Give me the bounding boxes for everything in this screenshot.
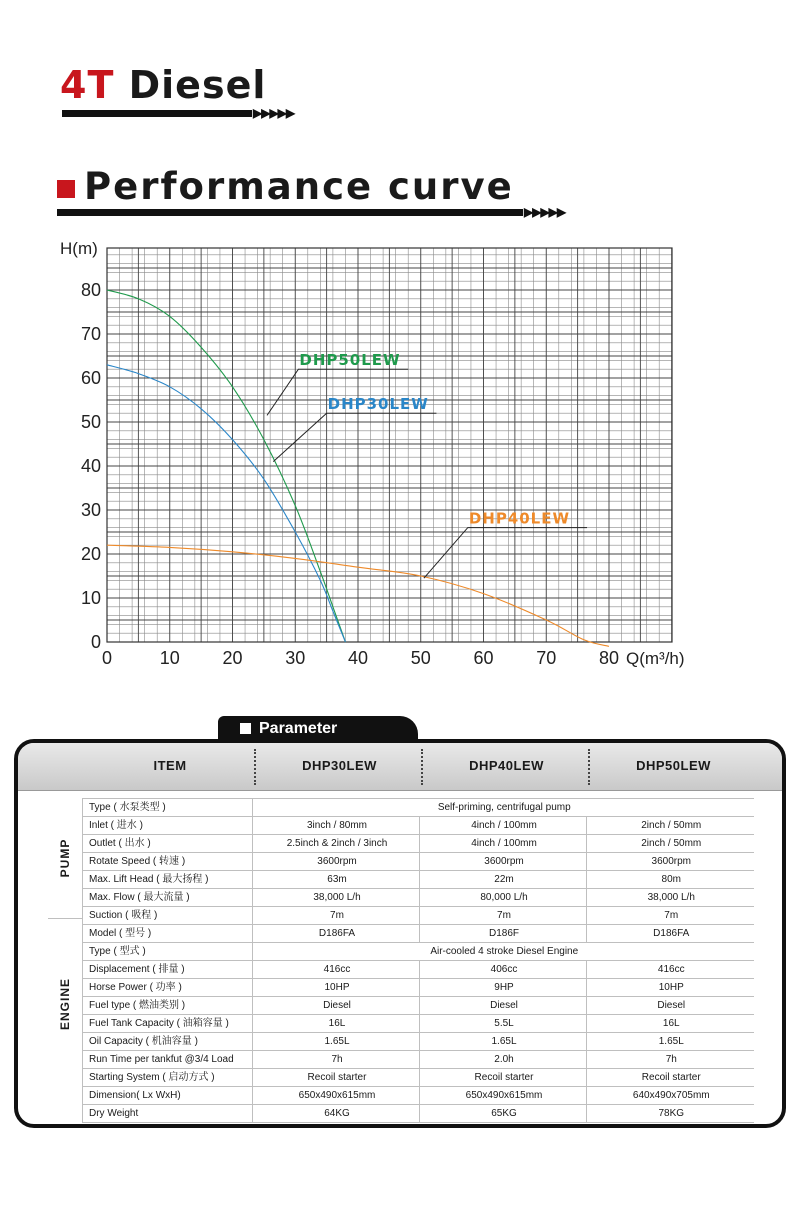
table-row bbox=[83, 835, 754, 853]
y-tick-label: 30 bbox=[80, 500, 101, 520]
row-value: Diesel bbox=[587, 997, 754, 1015]
row-item-label: Inlet ( 进水 ) bbox=[83, 817, 253, 835]
row-value: 3inch / 80mm bbox=[253, 817, 420, 835]
table-row bbox=[83, 1015, 754, 1033]
table-row bbox=[83, 1051, 754, 1069]
row-item-label: Oil Capacity ( 机油容量 ) bbox=[83, 1033, 253, 1051]
group-label-pump: PUMP bbox=[58, 838, 72, 878]
row-value: 2inch / 50mm bbox=[587, 817, 754, 835]
row-value: 7m bbox=[420, 907, 587, 925]
callout-leader-dhp30lew bbox=[273, 413, 436, 461]
brand-title-main: Diesel bbox=[128, 63, 267, 107]
table-row bbox=[83, 997, 754, 1015]
row-value: D186FA bbox=[587, 925, 754, 943]
table-row bbox=[83, 889, 754, 907]
row-value: 3600rpm bbox=[253, 853, 420, 871]
row-value: Recoil starter bbox=[587, 1069, 754, 1087]
row-value: 416cc bbox=[587, 961, 754, 979]
brand-arrows-icon: ▶▶▶▶▶ bbox=[253, 106, 295, 120]
y-tick-label: 10 bbox=[80, 588, 101, 608]
row-value: 10HP bbox=[253, 979, 420, 997]
table-row bbox=[83, 871, 754, 889]
section-arrows-icon: ▶▶▶▶▶ bbox=[524, 205, 566, 219]
row-value: 2.5inch & 2inch / 3inch bbox=[253, 835, 420, 853]
row-value-shared: Air-cooled 4 stroke Diesel Engine bbox=[253, 943, 754, 961]
callout-leader-dhp40lew bbox=[424, 528, 587, 579]
y-tick-label: 0 bbox=[90, 632, 101, 652]
brand-title-underline bbox=[62, 110, 252, 117]
table-row bbox=[83, 1087, 754, 1105]
row-value: 7m bbox=[253, 907, 420, 925]
table-row bbox=[83, 853, 754, 871]
column-header-dhp30lew: DHP30LEW bbox=[302, 758, 377, 773]
row-item-label: Type ( 型式 ) bbox=[83, 943, 253, 961]
row-item-label: Outlet ( 出水 ) bbox=[83, 835, 253, 853]
row-value: 3600rpm bbox=[420, 853, 587, 871]
y-axis-label: H(m) bbox=[60, 239, 98, 258]
row-item-label: Dry Weight bbox=[83, 1105, 253, 1123]
table-row bbox=[83, 1033, 754, 1051]
table-row bbox=[83, 961, 754, 979]
row-value: 416cc bbox=[253, 961, 420, 979]
row-item-label: Rotate Speed ( 转速 ) bbox=[83, 853, 253, 871]
row-item-label: Starting System ( 启动方式 ) bbox=[83, 1069, 253, 1087]
table-row bbox=[83, 907, 754, 925]
section-title: Performance curve bbox=[84, 165, 514, 208]
row-value: 4inch / 100mm bbox=[420, 835, 587, 853]
row-item-label: Type ( 水泵类型 ) bbox=[83, 799, 253, 817]
parameter-table bbox=[82, 798, 754, 1123]
row-value: Recoil starter bbox=[420, 1069, 587, 1087]
row-value: 16L bbox=[253, 1015, 420, 1033]
x-tick-label: 60 bbox=[473, 648, 494, 668]
row-item-label: Suction ( 吸程 ) bbox=[83, 907, 253, 925]
callout-label-dhp30lew: DHP30LEW bbox=[327, 395, 429, 414]
row-value: Recoil starter bbox=[253, 1069, 420, 1087]
row-value: 1.65L bbox=[420, 1033, 587, 1051]
row-value: 7h bbox=[587, 1051, 754, 1069]
row-value: 3600rpm bbox=[587, 853, 754, 871]
y-tick-label: 70 bbox=[80, 324, 101, 344]
row-value: D186F bbox=[420, 925, 587, 943]
table-row bbox=[83, 1069, 754, 1087]
y-tick-label: 80 bbox=[80, 280, 101, 300]
x-tick-label: 70 bbox=[536, 648, 557, 668]
row-value: 22m bbox=[420, 871, 587, 889]
x-tick-label: 80 bbox=[598, 648, 620, 668]
row-item-label: Horse Power ( 功率 ) bbox=[83, 979, 253, 997]
row-item-label: Max. Flow ( 最大流量 ) bbox=[83, 889, 253, 907]
parameter-panel bbox=[14, 739, 786, 1128]
group-label-engine: ENGINE bbox=[58, 978, 72, 1031]
row-item-label: Fuel Tank Capacity ( 油箱容量 ) bbox=[83, 1015, 253, 1033]
y-tick-label: 40 bbox=[80, 456, 101, 476]
y-tick-label: 20 bbox=[80, 544, 101, 564]
row-value: 10HP bbox=[587, 979, 754, 997]
x-tick-label: 10 bbox=[159, 648, 180, 668]
row-value: Diesel bbox=[253, 997, 420, 1015]
y-tick-label: 50 bbox=[80, 412, 101, 432]
brand-title bbox=[60, 62, 266, 108]
section-square-icon bbox=[57, 180, 75, 198]
row-item-label: Run Time per tankfut @3/4 Load bbox=[83, 1051, 253, 1069]
series-line-dhp30lew bbox=[107, 365, 345, 642]
column-header-dhp40lew: DHP40LEW bbox=[469, 758, 544, 773]
row-value: 16L bbox=[587, 1015, 754, 1033]
x-tick-label: 20 bbox=[222, 648, 243, 668]
x-axis-label: Q(m³/h) bbox=[626, 649, 685, 668]
row-value: Diesel bbox=[420, 997, 587, 1015]
row-value: 9HP bbox=[420, 979, 587, 997]
row-value: 650x490x615mm bbox=[420, 1087, 587, 1105]
x-tick-label: 0 bbox=[101, 648, 113, 668]
row-value: 1.65L bbox=[253, 1033, 420, 1051]
y-tick-label: 60 bbox=[80, 368, 101, 388]
table-row bbox=[83, 1105, 754, 1123]
row-item-label: Dimension( Lx WxH) bbox=[83, 1087, 253, 1105]
row-value: 7h bbox=[253, 1051, 420, 1069]
x-tick-label: 30 bbox=[285, 648, 306, 668]
section-title-underline bbox=[57, 209, 523, 216]
row-value: D186FA bbox=[253, 925, 420, 943]
row-value: 406cc bbox=[420, 961, 587, 979]
table-row bbox=[83, 925, 754, 943]
x-tick-label: 40 bbox=[347, 648, 369, 668]
row-value: 78KG bbox=[587, 1105, 754, 1123]
group-divider bbox=[48, 918, 82, 919]
column-header-item: ITEM bbox=[153, 758, 187, 773]
parameter-square-icon bbox=[240, 723, 251, 734]
row-value: 2inch / 50mm bbox=[587, 835, 754, 853]
callout-label-dhp40lew: DHP40LEW bbox=[468, 509, 571, 528]
parameter-tab-title: Parameter bbox=[259, 720, 338, 737]
row-value: 38,000 L/h bbox=[253, 889, 420, 907]
row-value: 80,000 L/h bbox=[420, 889, 587, 907]
row-value: 1.65L bbox=[587, 1033, 754, 1051]
row-value: 5.5L bbox=[420, 1015, 587, 1033]
row-value: 7m bbox=[587, 907, 754, 925]
table-row bbox=[83, 943, 754, 961]
row-value: 63m bbox=[253, 871, 420, 889]
performance-chart bbox=[0, 230, 800, 670]
row-value: 80m bbox=[587, 871, 754, 889]
row-value: 65KG bbox=[420, 1105, 587, 1123]
row-value: 64KG bbox=[253, 1105, 420, 1123]
x-tick-label: 50 bbox=[410, 648, 431, 668]
row-item-label: Max. Lift Head ( 最大扬程 ) bbox=[83, 871, 253, 889]
row-item-label: Fuel type ( 燃油类别 ) bbox=[83, 997, 253, 1015]
row-item-label: Model ( 型号 ) bbox=[83, 925, 253, 943]
table-row bbox=[83, 799, 754, 817]
column-header-dhp50lew: DHP50LEW bbox=[636, 758, 711, 773]
row-item-label: Displacement ( 排量 ) bbox=[83, 961, 253, 979]
callout-label-dhp50lew: DHP50LEW bbox=[299, 351, 401, 370]
row-value: 2.0h bbox=[420, 1051, 587, 1069]
row-value: 650x490x615mm bbox=[253, 1087, 420, 1105]
table-row bbox=[83, 979, 754, 997]
parameter-header-row bbox=[18, 743, 782, 791]
table-row bbox=[83, 817, 754, 835]
row-value: 640x490x705mm bbox=[587, 1087, 754, 1105]
row-value-shared: Self-priming, centrifugal pump bbox=[253, 799, 754, 817]
row-value: 4inch / 100mm bbox=[420, 817, 587, 835]
row-value: 38,000 L/h bbox=[587, 889, 754, 907]
brand-title-accent: 4T bbox=[60, 63, 115, 107]
